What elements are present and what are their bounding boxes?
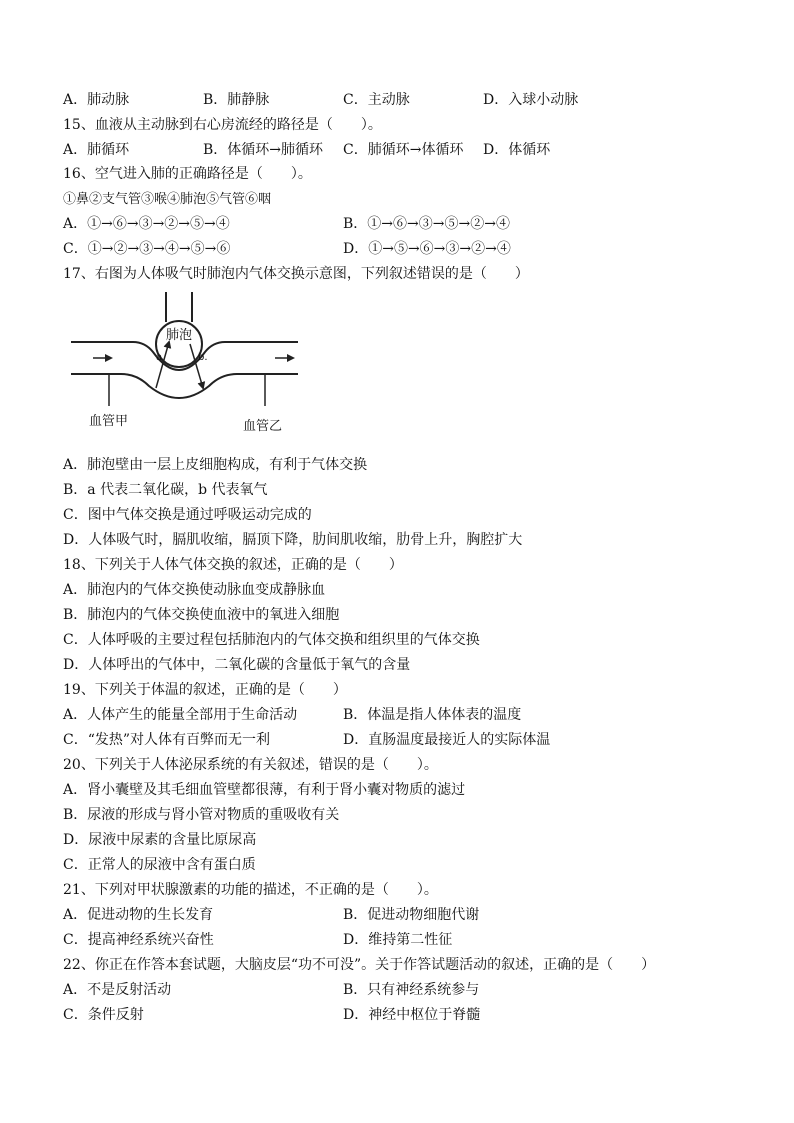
q19-option-d: D．直肠温度最接近人的实际体温 (343, 732, 551, 748)
alveolus-gas-exchange-figure (63, 292, 313, 442)
alveolus-diagram (63, 292, 313, 442)
label-a: a (156, 352, 163, 363)
q16-items: ①鼻②支气管③喉④肺泡⑤气管⑥咽 (63, 192, 272, 207)
q17-option-a: A．肺泡壁由一层上皮细胞构成，有利于气体交换 (63, 457, 368, 473)
q15-option-c: C．肺循环→体循环 (343, 142, 464, 158)
vessel-lower-wall (71, 374, 298, 398)
q16-option-c: C．①→②→③→④→⑤→⑥ (63, 241, 231, 257)
q21-option-d: D．维持第二性征 (343, 932, 453, 948)
q21-option-a: A．促进动物的生长发育 (63, 907, 214, 923)
q19-option-c: C．“发热”对人体有百弊而无一利 (63, 732, 271, 748)
q22-option-a: A．不是反射活动 (63, 982, 172, 998)
q14-option-d: D．入球小动脉 (483, 92, 579, 108)
q19-stem: 19、下列关于体温的叙述，正确的是（ ） (63, 682, 347, 698)
q15-option-d: D．体循环 (483, 142, 551, 158)
q14-option-b: B．肺静脉 (203, 92, 270, 108)
q22-option-d: D．神经中枢位于脊髓 (343, 1007, 481, 1023)
q20-option-d: D．尿液中尿素的含量比原尿高 (63, 832, 257, 848)
label-b: b. (198, 352, 208, 363)
q20-stem: 20、下列关于人体泌尿系统的有关叙述，错误的是（ ）。 (63, 757, 438, 773)
q17-option-c: C．图中气体交换是通过呼吸运动完成的 (63, 507, 312, 523)
q19-option-b: B．体温是指人体体表的温度 (343, 707, 522, 723)
q20-option-b: B．尿液的形成与肾小管对物质的重吸收有关 (63, 807, 340, 823)
vessel-left-label: 血管甲 (89, 414, 129, 429)
q16-option-a: A．①→⑥→③→②→⑤→④ (63, 216, 230, 232)
q15-option-a: A．肺循环 (63, 142, 130, 158)
q16-option-d: D．①→⑤→⑥→③→②→④ (343, 241, 511, 257)
q18-option-d: D．人体呼出的气体中，二氧化碳的含量低于氧气的含量 (63, 657, 411, 673)
q22-stem: 22、你正在作答本套试题，大脑皮层“功不可没”。关于作答试题活动的叙述，正确的是（ ） (63, 957, 656, 973)
q16-stem: 16、空气进入肺的正确路径是（ ）。 (63, 166, 312, 182)
q14-option-a: A．肺动脉 (63, 92, 130, 108)
q22-option-c: C．条件反射 (63, 1007, 144, 1023)
q15-option-b: B．体循环→肺循环 (203, 142, 324, 158)
q20-option-c: C．正常人的尿液中含有蛋白质 (63, 857, 256, 873)
q20-option-a: A．肾小囊壁及其毛细血管壁都很薄，有利于肾小囊对物质的滤过 (63, 782, 466, 798)
q18-option-b: B．肺泡内的气体交换使血液中的氧进入细胞 (63, 607, 340, 623)
q18-option-c: C．人体呼吸的主要过程包括肺泡内的气体交换和组织里的气体交换 (63, 632, 480, 648)
q18-stem: 18、下列关于人体气体交换的叙述，正确的是（ ） (63, 557, 403, 573)
q21-option-b: B．促进动物细胞代谢 (343, 907, 480, 923)
q15-stem: 15、血液从主动脉到右心房流经的路径是（ ）。 (63, 117, 382, 133)
q17-option-d: D．人体吸气时，膈肌收缩，膈顶下降，肋间肌收缩，肋骨上升，胸腔扩大 (63, 532, 523, 548)
vessel-right-label: 血管乙 (243, 419, 283, 434)
q17-option-b: B．a 代表二氧化碳，b 代表氧气 (63, 482, 268, 498)
q14-option-c: C．主动脉 (343, 92, 410, 108)
alveolus-label: 肺泡 (165, 328, 193, 343)
q21-stem: 21、下列对甲状腺激素的功能的描述，不正确的是（ ）。 (63, 882, 438, 898)
q21-option-c: C．提高神经系统兴奋性 (63, 932, 214, 948)
q18-option-a: A．肺泡内的气体交换使动脉血变成静脉血 (63, 582, 326, 598)
q19-option-a: A．人体产生的能量全部用于生命活动 (63, 707, 298, 723)
q16-option-b: B．①→⑥→③→⑤→②→④ (343, 216, 510, 232)
q17-stem: 17、右图为人体吸气时肺泡内气体交换示意图，下列叙述错误的是（ ） (63, 266, 529, 282)
q22-option-b: B．只有神经系统参与 (343, 982, 480, 998)
